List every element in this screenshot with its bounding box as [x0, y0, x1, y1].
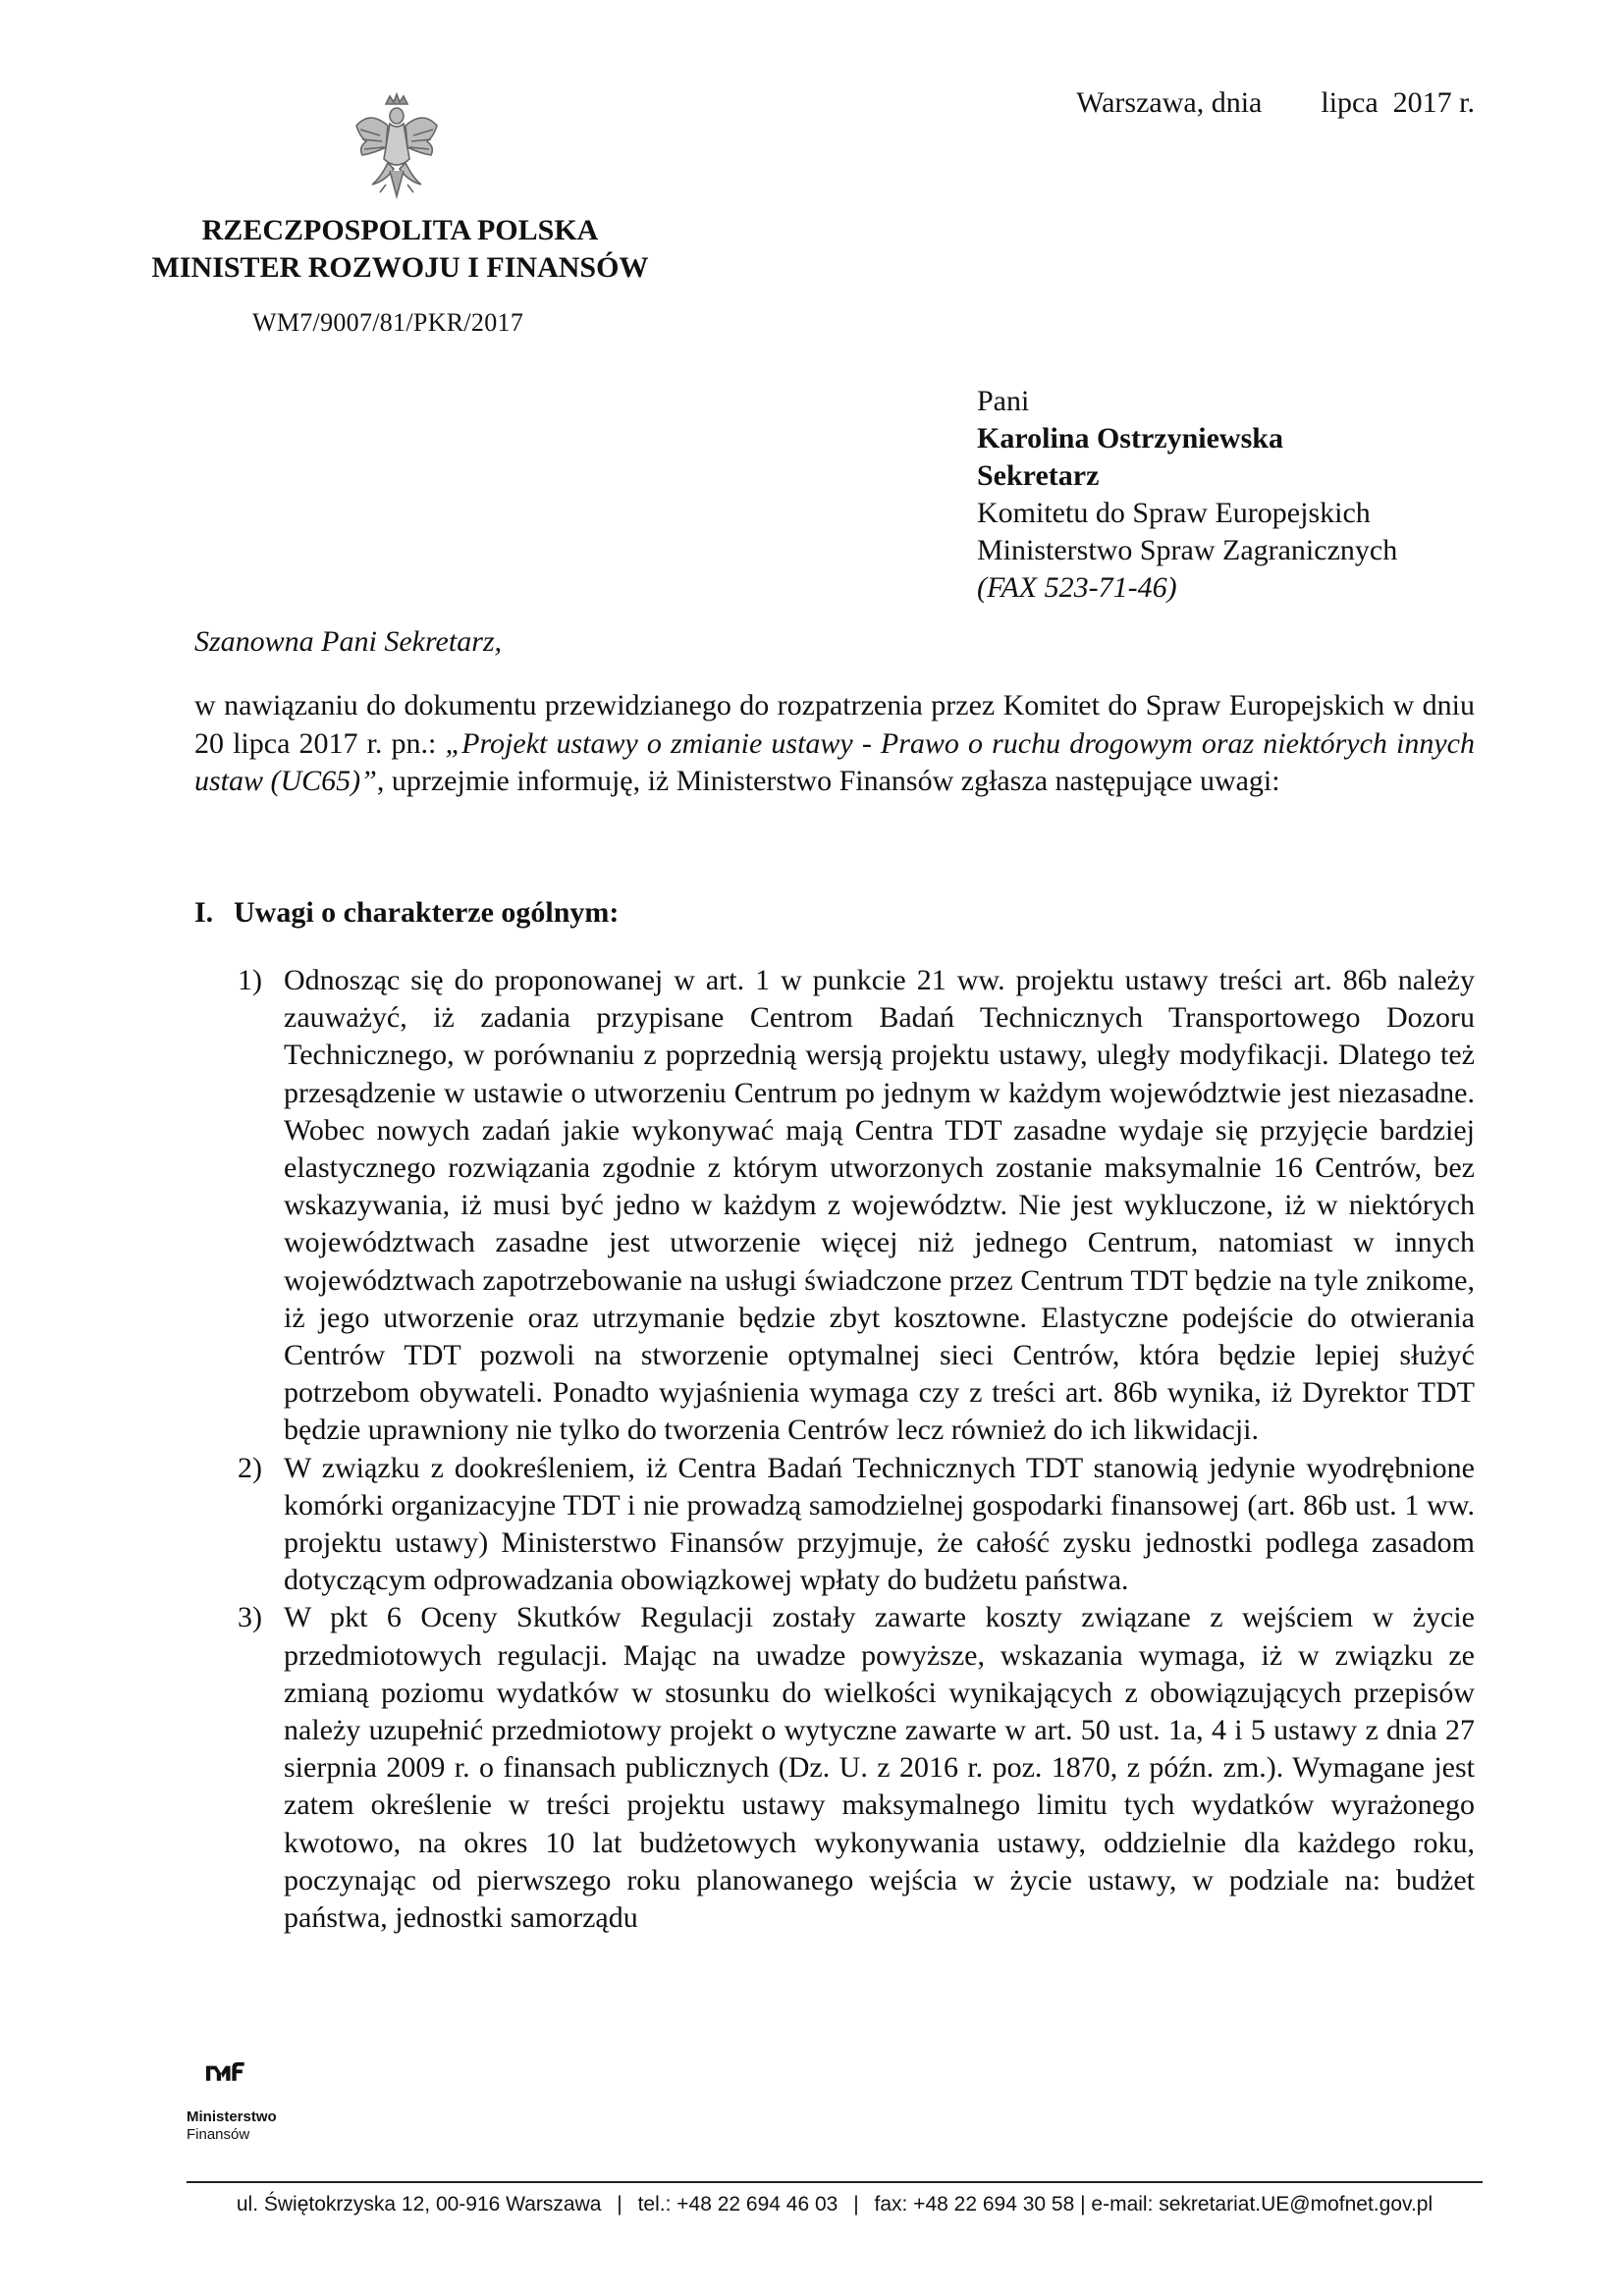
intro-text-2: , uprzejmie informuję, iż Ministerstwo Finansów zgłasza następujące uwagi:: [376, 765, 1280, 797]
list-item: [238, 1450, 1475, 1600]
list-item: [238, 1599, 1475, 1937]
remarks-list: [238, 962, 1475, 1937]
footer-contact: [187, 2193, 1483, 2216]
list-item-text: Odnosząc się do proponowanej w art. 1 w punkcie 21 ww. projektu ustawy treści art. 86b należy zauważyć, iż zadania przypisane Centrom Badań Technicznych Transportowego Dozoru Technicznego, w porównaniu z poprzednią wersją projektu ustawy, uległy modyfikacji. Dlatego też przesądzenie w ustawie o utworzeniu Centrum po jednym w każdym województwie jest niezasadne. Wobec nowych zadań jakie wykonywać mają Centra TDT zasadne wydaje się przyjęcie bardziej elastycznego rozwiązania zgodnie z którym utworzonych zostanie maksymalnie 16 Centrów, bez wskazywania, iż musi być jedno w każdym z województw. Nie jest wykluczone, iż w niektórych województwach zasadne jest utworzenie więcej niż jednego Centrum, natomiast w innych województwach zapotrzebowanie na usługi świadczone przez Centrum TDT będzie na tyle znikome, iż jego utworzenie oraz utrzymanie będzie zbyt kosztowne. Elastyczne podejście do otwierania Centrów TDT pozwoli na stworzenie optymalnej sieci Centrów, która będzie lepiej służyć potrzebom obywateli. Ponadto wyjaśnienia wymaga czy z treści art. 86b wynika, iż Dyrektor TDT będzie uprawniony nie tylko do tworzenia Centrów lecz również do ich likwidacji.: [284, 964, 1475, 1447]
recipient-title: Pani: [977, 385, 1030, 417]
section-heading: [194, 896, 619, 930]
header-country: RZECZPOSPOLITA POLSKA: [201, 214, 599, 246]
footer-email: | e-mail: sekretariat.UE@mofnet.gov.pl: [1080, 2193, 1433, 2216]
list-item-number: 3): [238, 1601, 262, 1634]
letter-date: Warszawa, dnia lipca 2017 r.: [1076, 86, 1475, 119]
list-item-text: W pkt 6 Oceny Skutków Regulacji zostały zawarte koszty związane z wejściem w życie przedmiotowych regulacji. Mając na uwadze powyższe, wskazania wymaga, iż w związku ze zmianą poziomu wydatków w stosunku do wielkości wynikających z obowiązujących przepisów należy uzupełnić przedmiotowy projekt o wytyczne zawarte w art. 50 ust. 1a, 4 i 5 ustawy z dnia 27 sierpnia 2009 r. o finansach publicznych (Dz. U. z 2016 r. poz. 1870, z późn. zm.). Wymagane jest zatem określenie w treści projektu ustawy maksymalnego limitu tych wydatków wyrażonego kwotowo, na okres 10 lat budżetowych wykonywania ustawy, oddzielnie dla każdego roku, poczynając od pierwszego roku planowanego wejścia w życie ustawy, w podziale na: budżet państwa, jednostki samorządu: [284, 1601, 1475, 1935]
list-item: [238, 962, 1475, 1450]
recipient-fax: (FAX 523-71-46): [977, 571, 1177, 604]
list-item-number: 2): [238, 1451, 262, 1484]
intro-document-title: „Projekt ustawy o zmianie ustawy - Prawo o ruchu drogowym oraz niektórych innych ustaw (UC65)”: [194, 726, 1475, 797]
recipient-org-line-2: Ministerstwo Spraw Zagranicznych: [977, 534, 1398, 566]
intro-paragraph: [194, 687, 1475, 801]
reference-number: WM7/9007/81/PKR/2017: [252, 308, 524, 337]
footer-divider: [187, 2181, 1483, 2183]
recipient-role: Sekretarz: [977, 459, 1100, 492]
footer-fax: fax: +48 22 694 30 58: [874, 2193, 1075, 2216]
footer-separator: |: [853, 2193, 859, 2216]
list-item-number: 1): [238, 964, 262, 996]
intro-text-1: w nawiązaniu do dokumentu przewidzianego do rozpatrzenia przez Komitet do Spraw Europejskich w dniu 20 lipca 2017 r. pn.:: [194, 689, 1475, 760]
header-minister: MINISTER ROZWOJU I FINANSÓW: [151, 251, 649, 284]
polish-eagle-emblem-icon: [351, 90, 443, 200]
list-item-text: W związku z dookreśleniem, iż Centra Badań Technicznych TDT stanowią jedynie wyodrębnione komórki organizacyjne TDT i nie prowadzą samodzielnej gospodarki finansowej (art. 86b ust. 1 ww. projektu ustawy) Ministerstwo Finansów przyjmuje, że całość zysku jednostki podlega zasadom dotyczącym odprowadzania obowiązkowej wpłaty do budżetu państwa.: [284, 1451, 1475, 1597]
recipient-address: [977, 383, 1397, 607]
logo-line-1: Ministerstwo: [187, 2109, 277, 2125]
section-number: I.: [194, 896, 214, 929]
section-title: Uwagi o charakterze ogólnym:: [234, 896, 620, 929]
recipient-org-line-1: Komitetu do Spraw Europejskich: [977, 497, 1371, 529]
ministry-logo-icon: [187, 2059, 275, 2110]
logo-line-2: Finansów: [187, 2126, 250, 2143]
ministry-logo-text: [187, 2109, 277, 2144]
salutation: Szanowna Pani Sekretarz,: [194, 625, 503, 658]
footer-separator: |: [617, 2193, 622, 2216]
recipient-name: Karolina Ostrzyniewska: [977, 422, 1283, 454]
footer-address: ul. Świętokrzyska 12, 00-916 Warszawa: [236, 2193, 602, 2216]
footer-phone: tel.: +48 22 694 46 03: [637, 2193, 838, 2216]
